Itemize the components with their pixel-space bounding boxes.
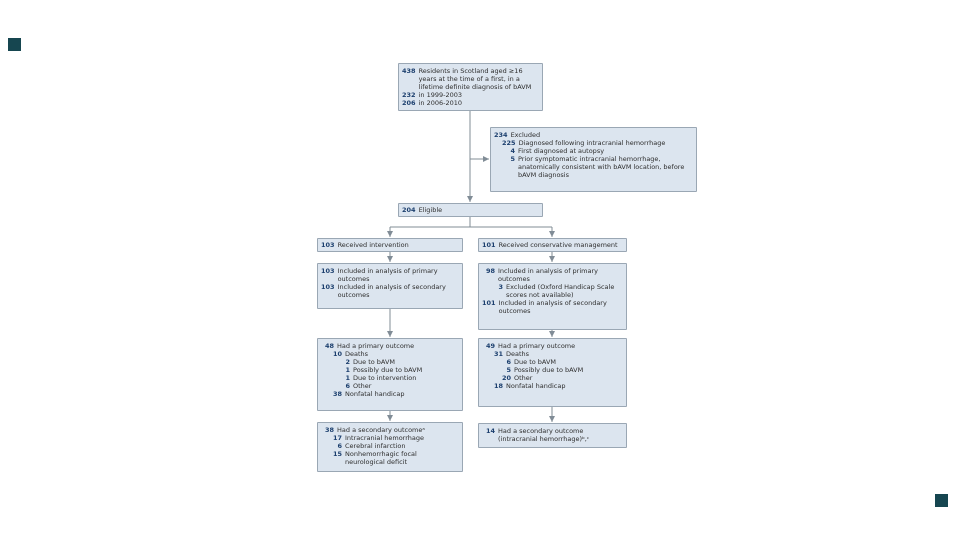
flow-line-count: 98 xyxy=(485,267,495,275)
flow-line-count: 5 xyxy=(510,155,515,163)
flow-line xyxy=(321,283,458,299)
flow-line-count: 48 xyxy=(324,342,334,350)
flow-line-label: Deaths xyxy=(506,350,530,358)
flow-line xyxy=(321,434,458,442)
flow-line-count: 38 xyxy=(332,390,342,398)
flow-line-label: Possibly due to bAVM xyxy=(514,366,584,374)
flow-line xyxy=(482,267,622,283)
flow-line xyxy=(402,99,538,107)
flow-line-count: 232 xyxy=(402,91,416,99)
flow-line-count: 18 xyxy=(493,382,503,390)
flow-line-label: Nonhemorrhagic focal neurological deficit xyxy=(345,450,417,466)
flow-line xyxy=(482,374,622,382)
flow-line xyxy=(494,131,692,139)
flow-line-count: 101 xyxy=(482,241,496,249)
flow-line-count: 103 xyxy=(321,267,335,275)
flow-line-count: 3 xyxy=(498,283,503,291)
flow-line xyxy=(321,358,458,366)
flow-line-label: Due to bAVM xyxy=(353,358,395,366)
flow-box-eligible xyxy=(398,203,543,217)
flow-line-count: 17 xyxy=(332,434,342,442)
flow-line-count: 1 xyxy=(345,374,350,382)
flow-box-conservative-primary-outcome xyxy=(478,338,627,407)
flow-line-label: Received intervention xyxy=(337,241,409,249)
flow-box-conservative xyxy=(478,238,627,252)
flow-line-count: 4 xyxy=(510,147,515,155)
flow-line-label: Excluded (Oxford Handicap Scale scores not available) xyxy=(506,283,615,299)
slide-accent-square-bottom-right xyxy=(935,494,948,507)
flow-line-label: Residents in Scotland aged ≥16 years at the time of a first, in a lifetime definite diagnosis of bAVM xyxy=(418,67,532,91)
flow-line-label: Other xyxy=(353,382,372,390)
flow-line-count: 103 xyxy=(321,241,335,249)
flow-line-count: 206 xyxy=(402,99,416,107)
flow-line-label: Had a primary outcome xyxy=(498,342,576,350)
flow-line-count: 103 xyxy=(321,283,335,291)
flow-line-label: Diagnosed following intracranial hemorrhage xyxy=(518,139,666,147)
slide-accent-square-top-left xyxy=(8,38,21,51)
flow-line-count: 1 xyxy=(345,366,350,374)
flow-box-intervention-primary-outcome xyxy=(317,338,463,411)
flow-line xyxy=(321,442,458,450)
flow-line xyxy=(494,155,692,179)
flow-line-label: Had a secondary outcome (intracranial hemorrhage)ᵇ,ᶜ xyxy=(498,427,590,443)
flow-line-label: Deaths xyxy=(345,350,369,358)
flow-line xyxy=(482,342,622,350)
flow-line-label: Nonfatal handicap xyxy=(345,390,405,398)
flow-line-label: Nonfatal handicap xyxy=(506,382,566,390)
flow-line xyxy=(321,350,458,358)
flow-line-label: Intracranial hemorrhage xyxy=(345,434,425,442)
flow-line xyxy=(482,299,622,315)
flow-line xyxy=(321,342,458,350)
flow-line xyxy=(494,147,692,155)
flow-line xyxy=(402,67,538,91)
flow-line-label: Had a primary outcome xyxy=(337,342,415,350)
flow-line xyxy=(482,366,622,374)
flow-line-label: Included in analysis of secondary outcomes xyxy=(337,283,446,299)
flow-line-label: Other xyxy=(514,374,533,382)
flow-box-conservative-secondary-outcome xyxy=(478,423,627,448)
flow-line-count: 49 xyxy=(485,342,495,350)
flow-line-count: 225 xyxy=(502,139,516,147)
flow-line-label: Prior symptomatic intracranial hemorrhage, anatomically consistent with bAVM location, before bAVM diagnosis xyxy=(518,155,685,179)
flow-line xyxy=(482,283,622,299)
flow-line xyxy=(402,206,538,214)
flow-line-count: 204 xyxy=(402,206,416,214)
flow-line-count: 234 xyxy=(494,131,508,139)
flow-line-label: First diagnosed at autopsy xyxy=(518,147,605,155)
flow-line-label: in 1999-2003 xyxy=(418,91,462,99)
flow-box-intervention xyxy=(317,238,463,252)
flow-line-label: in 2006-2010 xyxy=(418,99,462,107)
flow-box-population xyxy=(398,63,543,111)
flow-line-count: 5 xyxy=(506,366,511,374)
flow-box-conservative-analysis xyxy=(478,263,627,330)
flow-line xyxy=(482,241,622,249)
flow-line-label: Received conservative management xyxy=(498,241,618,249)
flow-line-count: 15 xyxy=(332,450,342,458)
flow-line xyxy=(402,91,538,99)
flow-line-count: 6 xyxy=(345,382,350,390)
flow-line-count: 38 xyxy=(324,426,334,434)
flow-line-count: 10 xyxy=(332,350,342,358)
flow-line xyxy=(321,426,458,434)
flow-line-label: Due to intervention xyxy=(353,374,417,382)
flow-box-excluded xyxy=(490,127,697,192)
flow-line xyxy=(321,450,458,466)
flow-line xyxy=(482,427,622,443)
flow-line-count: 101 xyxy=(482,299,496,307)
flow-line xyxy=(321,382,458,390)
flow-line-count: 31 xyxy=(493,350,503,358)
flow-line-label: Eligible xyxy=(418,206,443,214)
flow-line-count: 2 xyxy=(345,358,350,366)
flow-line-count: 438 xyxy=(402,67,416,75)
flow-line-count: 6 xyxy=(506,358,511,366)
flow-line xyxy=(494,139,692,147)
flow-line-label: Had a secondary outcomeᵃ xyxy=(337,426,425,434)
flow-line xyxy=(321,390,458,398)
flow-line-label: Due to bAVM xyxy=(514,358,556,366)
flow-line xyxy=(321,374,458,382)
flow-box-intervention-analysis xyxy=(317,263,463,309)
flow-line xyxy=(321,241,458,249)
flow-line-label: Included in analysis of primary outcomes xyxy=(337,267,438,283)
flow-line-label: Possibly due to bAVM xyxy=(353,366,423,374)
flow-line xyxy=(321,267,458,283)
flow-line xyxy=(321,366,458,374)
flow-line-count: 20 xyxy=(501,374,511,382)
flow-line xyxy=(482,382,622,390)
flow-line-label: Included in analysis of primary outcomes xyxy=(498,267,598,283)
flow-line-count: 6 xyxy=(337,442,342,450)
flow-line-label: Cerebral infarction xyxy=(345,442,406,450)
flow-line-count: 14 xyxy=(485,427,495,435)
flow-line xyxy=(482,350,622,358)
flow-box-intervention-secondary-outcome xyxy=(317,422,463,472)
flow-line-label: Included in analysis of secondary outcomes xyxy=(498,299,607,315)
flow-line xyxy=(482,358,622,366)
flow-line-label: Excluded xyxy=(510,131,541,139)
